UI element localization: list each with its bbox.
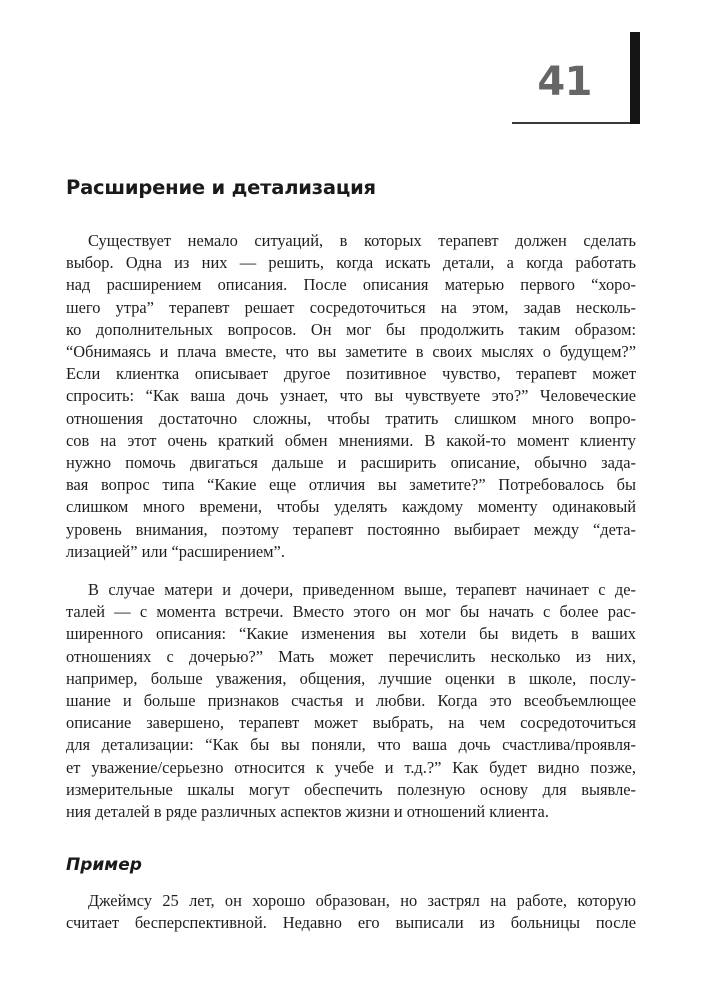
paragraph-line: считает бесперспективной. Недавно его выписали из больницы после	[66, 913, 636, 933]
page-number-bar	[630, 32, 640, 124]
paragraph-line: над расширением описания. После описания матерью первого “хоро-	[66, 275, 636, 295]
paragraph-line: вая вопрос типа “Какие еще отличия вы заметите?” Потребовалось бы	[66, 475, 636, 495]
page-number: 41	[537, 59, 592, 105]
paragraph-line: отношениях с дочерью?” Мать может перечислить несколько из них,	[66, 646, 636, 666]
paragraph-line: Джеймсу 25 лет, он хорошо образован, но застрял на работе, которую	[88, 891, 636, 910]
paragraph-line: уровень внимания, поэтому терапевт постоянно выбирает между “дета-	[66, 519, 636, 539]
paragraph-2	[66, 579, 636, 823]
example-heading: Пример	[66, 855, 142, 875]
paragraph-line: выбор. Одна из них — решить, когда искать детали, а когда работать	[66, 253, 636, 273]
paragraph-line: ко дополнительных вопросов. Он мог бы продолжить таким образом:	[66, 319, 636, 339]
paragraph-line: талей — с момента встречи. Вместо этого он мог бы начать с более рас-	[66, 602, 636, 622]
example-paragraph	[66, 890, 636, 934]
paragraph-line: ния деталей в ряде различных аспектов жизни и отношений клиента.	[66, 802, 549, 822]
paragraph-line: отношения достаточно сложны, чтобы тратить слишком много вопро-	[66, 408, 636, 428]
paragraph-line: ширенного описания: “Какие изменения вы хотели бы видеть в ваших	[66, 624, 636, 644]
paragraph-line: например, больше уважения, общения, лучшие оценки в школе, послу-	[66, 668, 636, 688]
paragraph-line: нужно помочь двигаться дальше и расширить описание, обычно зада-	[66, 453, 636, 473]
paragraph-line: слишком много времени, чтобы уделять каждому моменту одинаковый	[66, 497, 636, 517]
paragraph-line: лизацией” или “расширением”.	[66, 541, 285, 561]
paragraph-line: измерительные шкалы могут обеспечить полезную основу для выявле-	[66, 779, 636, 799]
paragraph-line: описание завершено, терапевт может выбрать, на чем сосредоточиться	[66, 713, 636, 733]
paragraph-line: спросить: “Как ваша дочь узнает, что вы чувствуете это?” Человеческие	[66, 386, 636, 406]
section-heading: Расширение и детализация	[66, 176, 376, 199]
paragraph-line: сов на этот очень краткий обмен мнениями. В какой-то момент клиенту	[66, 430, 636, 450]
paragraph-line: шание и больше признаков счастья и любви. Когда это всеобъемлющее	[66, 691, 636, 711]
paragraph-1	[66, 230, 636, 563]
paragraph-line: для детализации: “Как бы вы поняли, что ваша дочь счастлива/проявля-	[66, 735, 636, 755]
paragraph-line: Существует немало ситуаций, в которых терапевт должен сделать	[88, 231, 636, 250]
page-number-header	[512, 28, 640, 124]
paragraph-line: В случае матери и дочери, приведенном выше, терапевт начинает с де-	[88, 580, 636, 599]
page-number-rule	[512, 122, 630, 124]
paragraph-line: “Обнимаясь и плача вместе, что вы заметите в своих мыслях о будущем?”	[66, 342, 636, 362]
paragraph-line: Если клиентка описывает другое позитивное чувство, терапевт может	[66, 364, 636, 384]
paragraph-line: шего утра” терапевт решает сосредоточиться на этом, задав несколь-	[66, 297, 636, 317]
paragraph-line: ет уважение/серьезно относится к учебе и т.д.?” Как будет видно позже,	[66, 757, 636, 777]
